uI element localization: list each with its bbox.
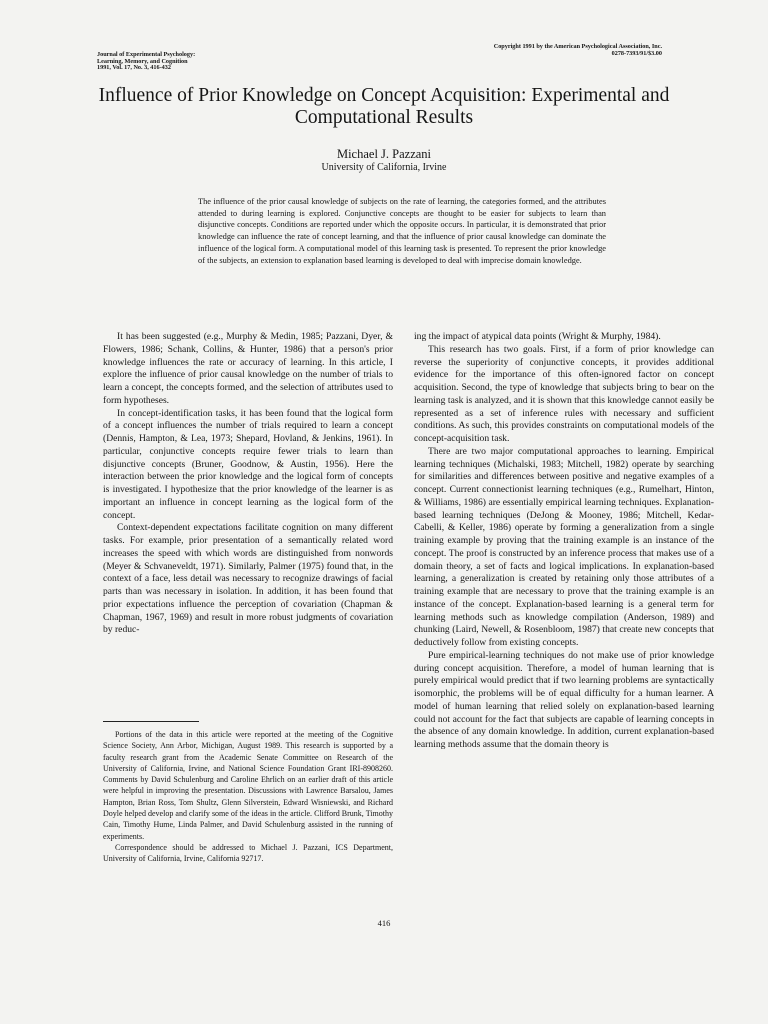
left-column bbox=[103, 331, 393, 637]
journal-line: 1991, Vol. 17, No. 3, 416-432 bbox=[97, 64, 171, 72]
copyright-line: 0278-7393/91/$3.00 bbox=[611, 49, 662, 57]
copyright-line: Copyright 1991 by the American Psychological Association, Inc. bbox=[493, 43, 662, 50]
journal-line: Learning, Memory, and Cognition bbox=[97, 57, 188, 65]
body-paragraph: Pure empirical-learning techniques do not make use of prior knowledge during concept acquisition. Therefore, a model of human learning that is purely empirical would predict that if two learning problems are syntactically isomorphic, the problems will be of equal difficulty for a human learner. A model of human learning that relied solely on explanation-based learning could not account for the fact that subjects are capable of learning concepts in the absence of any domain knowledge. In addition, current explanation-based learning methods assume that the domain theory is bbox=[414, 649, 714, 750]
abstract: The influence of the prior causal knowledge of subjects on the rate of learning, the categories formed, and the attributes attended to during learning is explored. Conjunctive concepts are thought to be easier for subjects to learn than disjunctive concepts. Conditions are reported under which the opposite occurs. In particular, it is demonstrated that prior knowledge can influence the rate of concept learning, and that the influence of prior causal knowledge can dominate the influence of the logical form. A computational model of this learning task is presented. To represent the prior knowledge of the subjects, an extension to explanation based learning is developed to deal with imprecise domain knowledge. bbox=[198, 197, 606, 265]
body-paragraph: It has been suggested (e.g., Murphy & Medin, 1985; Pazzani, Dyer, & Flowers, 1986; Schank, Collins, & Hunter, 1986) that a person's prior knowledge influences the rate or accuracy of learning. In this article, I explore the influence of prior causal knowledge on the number of trials to learn a concept, the concepts formed, and the selection of attributes used to form hypotheses. bbox=[103, 331, 393, 406]
body-paragraph: In concept-identification tasks, it has been found that the logical form of a concept influences the number of trials required to learn a concept (Dennis, Hampton, & Lea, 1973; Shepard, Hovland, & Jenkins, 1961). In particular, conjunctive concepts require fewer trials to learn than disjunctive concepts (Bruner, Goodnow, & Austin, 1956). Here the interaction between the prior knowledge and the logical form of concepts is investigated. I hypothesize that the prior knowledge of the learner is as important an influence in concept learning as the logical form of the concept. bbox=[103, 407, 393, 521]
body-paragraph: There are two major computational approaches to learning. Empirical learning techniques (Michalski, 1983; Mitchell, 1982) operate by searching for similarities and differences between positive and negative examples of a concept. Current connectionist learning techniques (e.g., Rumelhart, Hinton, & Williams, 1986) are essentially empirical learning techniques. Explanation-based learning techniques (DeJong & Mooney, 1986; Mitchell, Kedar-Cabelli, & Keller, 1986) operate by forming a generalization from a single training example by proving that the training example is an instance of the concept. The proof is constructed by an inference process that makes use of a domain theory, a set of facts and logical implications. In explanation-based learning, a generalization is created by retaining only those attributes of a training example that are necessary to prove that the training example is an instance of the concept. Explanation-based learning is a general term for learning methods such as knowledge compilation (Anderson, 1989) and chunking (Laird, Newell, & Rosenbloom, 1987) that create new concepts that deductively follow from existing concepts. bbox=[414, 445, 714, 648]
footnote-divider bbox=[103, 721, 199, 722]
footnote-paragraph: Correspondence should be addressed to Michael J. Pazzani, ICS Department, University of California, Irvine, California 92717. bbox=[103, 842, 393, 864]
author-name: Michael J. Pazzani bbox=[336, 147, 432, 161]
copyright-notice bbox=[494, 44, 662, 57]
body-paragraph: Context-dependent expectations facilitate cognition on many different tasks. For example, prior presentation of a semantically related word increases the speed with which words are distinguished from nonwords (Meyer & Schvaneveldt, 1971). Similarly, Palmer (1975) found that, in the context of a face, less detail was necessary to recognize drawings of facial parts than was necessary in isolation. In addition, it has been found that prior expectations influence the perception of covariation (Chapman & Chapman, 1967, 1969) and result in more robust judgments of covariation by reduc- bbox=[103, 522, 393, 636]
journal-line: Journal of Experimental Psychology: bbox=[97, 51, 196, 58]
journal-citation bbox=[97, 52, 195, 72]
body-paragraph: This research has two goals. First, if a form of prior knowledge can reverse the superiority of conjunctive concepts, it provides additional evidence for the importance of this often-ignored factor on concept acquisition. Second, the type of knowledge that subjects bring to bear on the learning task is analyzed, and it is shown that this knowledge cannot easily be represented as a set of inference rules with necessary and sufficient conditions. As such, this provides constraints on computational models of the concept-acquisition task. bbox=[414, 343, 714, 444]
right-column bbox=[414, 331, 714, 752]
article-title: Influence of Prior Knowledge on Concept Acquisition: Experimental and Computational Results bbox=[98, 85, 670, 128]
body-paragraph-continued: ing the impact of atypical data points (Wright & Murphy, 1984). bbox=[414, 331, 661, 342]
page-number: 416 bbox=[377, 918, 391, 928]
author-affiliation: University of California, Irvine bbox=[321, 162, 447, 173]
footnote-paragraph: Portions of the data in this article were reported at the meeting of the Cognitive Science Society, Ann Arbor, Michigan, August 1989. This research is supported by a faculty research grant from the Academic Senate Committee on Research of the University of California, Irvine, and National Science Foundation Grant IRI-8908260. Comments by David Schulenburg and Caroline Ehrlich on an earlier draft of this article were helpful in improving the presentation. Discussions with Lawrence Barsalou, James Hampton, Brian Ross, Tom Shultz, Glenn Silverstein, Edward Wisniewski, and Richard Doyle helped develop and clarify some of the ideas in the article. Clifford Brunk, Timothy Cain, Timothy Hume, Linda Palmer, and David Schulenburg assisted in the running of experiments. bbox=[103, 730, 393, 841]
footnotes bbox=[103, 729, 393, 865]
